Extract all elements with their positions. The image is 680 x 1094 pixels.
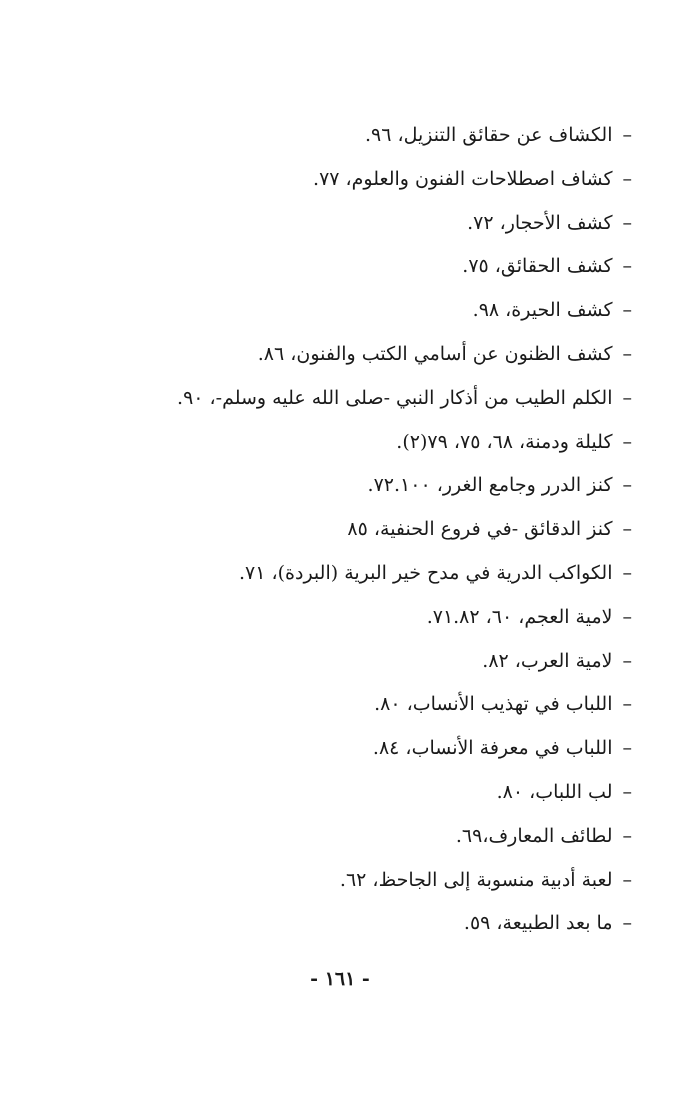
- index-entry: [32, 683, 632, 727]
- bullet-dash: –: [622, 124, 632, 146]
- bullet-dash: –: [622, 342, 632, 365]
- index-entry: [32, 727, 632, 771]
- bullet-dash: –: [622, 649, 632, 672]
- index-entry: [32, 464, 632, 508]
- entry-text: الكلم الطيب من أذكار النبي -صلى الله عليه وسلم-، ٩٠.: [177, 386, 613, 409]
- entry-text: كشاف اصطلاحات الفنون والعلوم، ٧٧.: [313, 167, 613, 190]
- entry-text: لعبة أدبية منسوبة إلى الجاحظ، ٦٢.: [339, 868, 613, 891]
- index-entry: [32, 289, 632, 333]
- index-entry: [32, 596, 632, 640]
- entry-text: كنز الدرر وجامع الغرر، ٧٢.١٠٠.: [367, 474, 613, 497]
- bullet-dash: –: [622, 780, 632, 803]
- bullet-dash: –: [622, 386, 632, 409]
- entry-text: كنز الدقائق -في فروع الحنفية، ٨٥: [347, 518, 613, 541]
- entry-text: ما بعد الطبيعة، ٥٩.: [463, 912, 613, 935]
- index-entry: [32, 815, 632, 859]
- bullet-dash: –: [622, 299, 632, 322]
- bullet-dash: –: [622, 693, 632, 716]
- index-entry: [32, 771, 632, 815]
- entry-text: لامية العرب، ٨٢.: [482, 649, 613, 672]
- index-entry: [32, 333, 632, 377]
- entry-text: كشف الظنون عن أسامي الكتب والفنون، ٨٦.: [257, 342, 613, 365]
- entry-text: كشف الأحجار، ٧٢.: [467, 211, 613, 234]
- index-entry: [32, 377, 632, 421]
- entry-text: كليلة ودمنة، ٦٨، ٧٥، ٧٩(٢).: [396, 430, 613, 453]
- bullet-dash: –: [622, 167, 632, 190]
- index-entry: [32, 202, 632, 246]
- bullet-dash: –: [622, 211, 632, 234]
- entry-text: لب اللباب، ٨٠.: [496, 780, 613, 803]
- bullet-dash: –: [622, 824, 632, 847]
- bullet-dash: –: [622, 561, 632, 584]
- index-list: [32, 114, 632, 946]
- bullet-dash: –: [622, 605, 632, 628]
- bullet-dash: –: [622, 518, 632, 541]
- index-entry: [32, 114, 632, 158]
- index-entry: [32, 508, 632, 552]
- entry-text: لامية العجم، ٦٠، ٧١.٨٢.: [426, 605, 613, 628]
- page-number: - ١٦١ -: [310, 968, 370, 990]
- entry-text: الكشاف عن حقائق التنزيل، ٩٦.: [364, 124, 613, 146]
- index-entry: [32, 640, 632, 684]
- bullet-dash: –: [622, 912, 632, 935]
- bullet-dash: –: [622, 737, 632, 760]
- entry-text: كشف الحيرة، ٩٨.: [472, 299, 613, 322]
- entry-text: كشف الحقائق، ٧٥.: [462, 255, 613, 278]
- entry-text: اللباب في تهذيب الأنساب، ٨٠.: [374, 693, 613, 716]
- bullet-dash: –: [622, 430, 632, 453]
- entry-text: اللباب في معرفة الأنساب، ٨٤.: [372, 737, 613, 760]
- index-entry: [32, 245, 632, 289]
- index-entry: [32, 902, 632, 946]
- bullet-dash: –: [622, 474, 632, 497]
- bullet-dash: –: [622, 868, 632, 891]
- index-entry: [32, 421, 632, 465]
- entry-text: الكواكب الدرية في مدح خير البرية (البردة)، ٧١.: [238, 561, 613, 584]
- entry-text: لطائف المعارف،٦٩.: [455, 824, 613, 847]
- index-entry: [32, 552, 632, 596]
- index-entry: [32, 859, 632, 903]
- index-entry: [32, 158, 632, 202]
- bullet-dash: –: [622, 255, 632, 278]
